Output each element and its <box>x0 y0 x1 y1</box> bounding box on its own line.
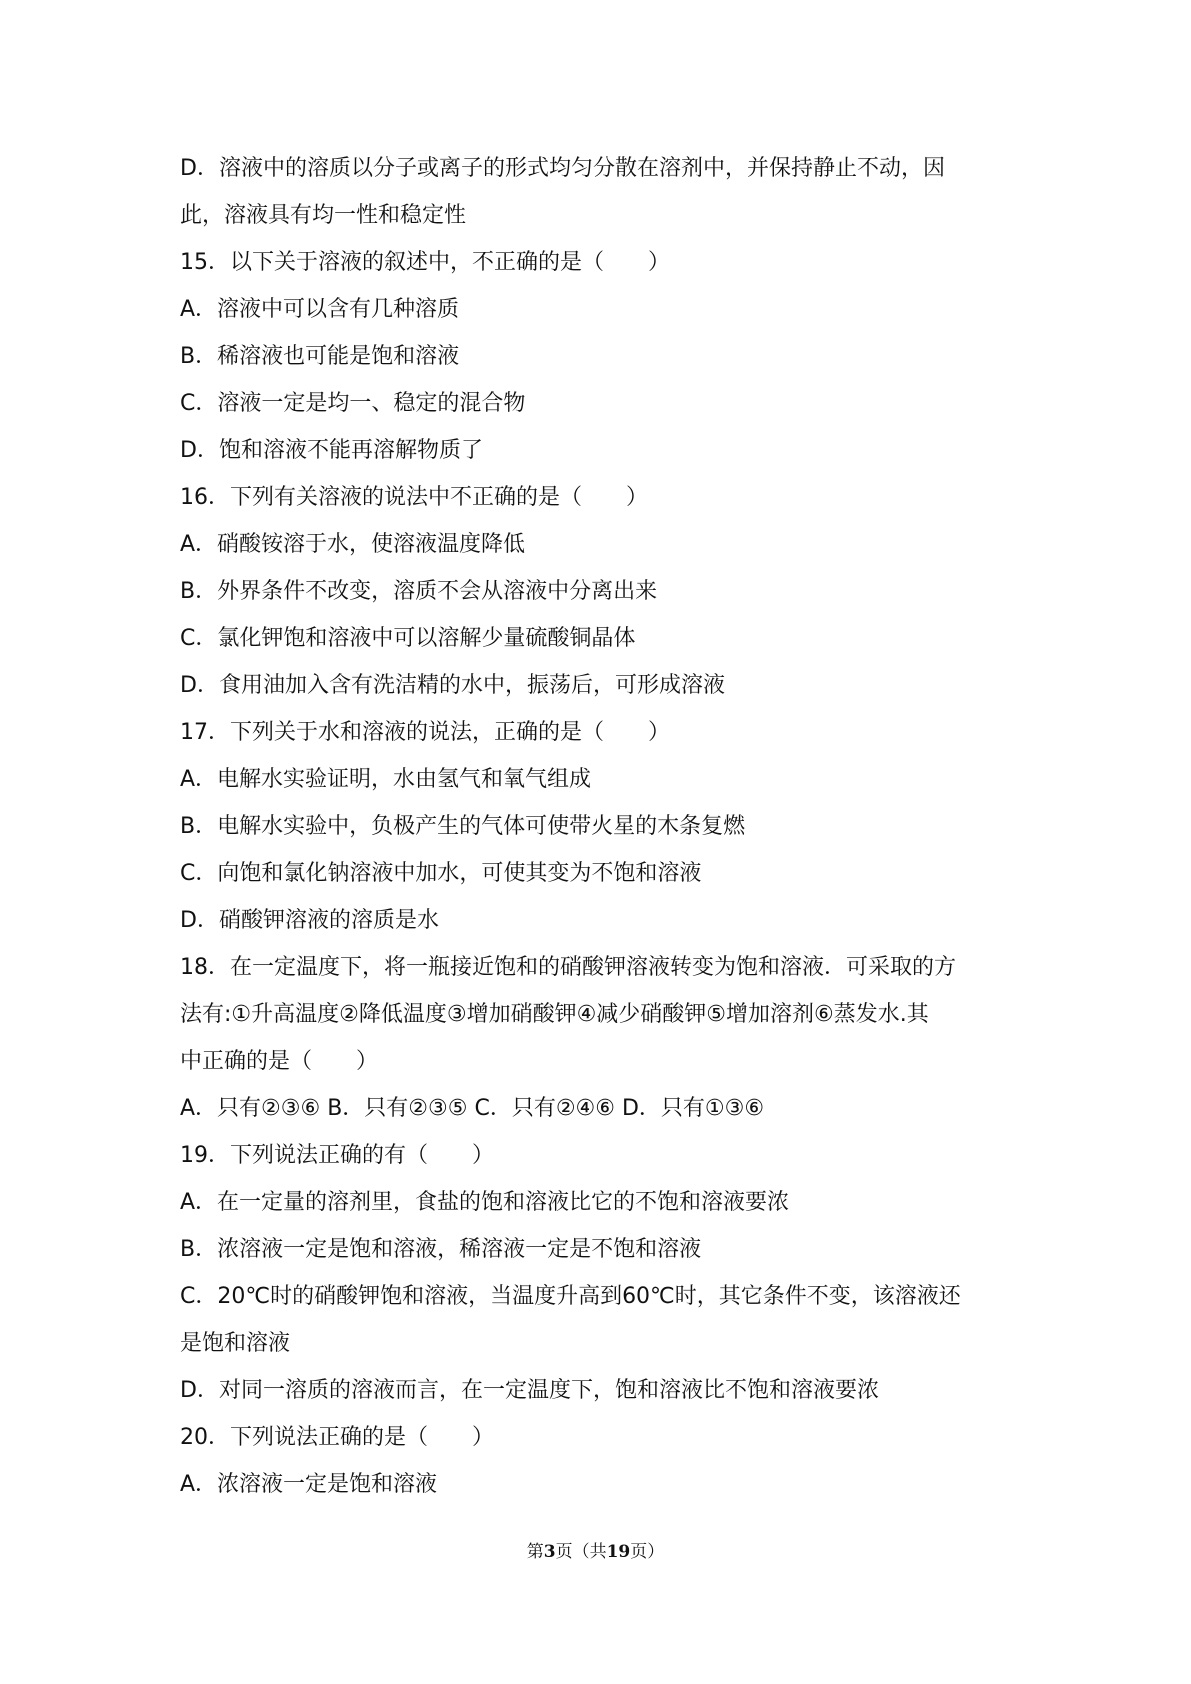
question-20-stem: 20．下列说法正确的是（ ） <box>180 1425 494 1450</box>
text-line: 此，溶液具有均一性和稳定性 <box>180 203 467 228</box>
question-15-option-a: A．溶液中可以含有几种溶质 <box>180 297 460 322</box>
question-19-option-c-continued: 是饱和溶液 <box>180 1331 291 1356</box>
question-17-option-d: D．硝酸钾溶液的溶质是水 <box>180 908 439 933</box>
footer-suffix: 页） <box>630 1542 665 1562</box>
footer-prefix: 第 <box>526 1542 544 1562</box>
question-17-option-b: B．电解水实验中，负极产生的气体可使带火星的木条复燃 <box>180 814 746 839</box>
question-18-stem-continued: 中正确的是（ ） <box>180 1049 379 1074</box>
question-19-stem: 19．下列说法正确的有（ ） <box>180 1143 494 1168</box>
question-16-option-a: A．硝酸铵溶于水，使溶液温度降低 <box>180 532 526 557</box>
question-16-option-b: B．外界条件不改变，溶质不会从溶液中分离出来 <box>180 579 658 604</box>
total-page-count: 19 <box>606 1542 631 1562</box>
question-17-option-a: A．电解水实验证明，水由氢气和氧气组成 <box>180 767 592 792</box>
question-15-stem: 15．以下关于溶液的叙述中，不正确的是（ ） <box>180 250 670 275</box>
question-15-option-c: C．溶液一定是均一、稳定的混合物 <box>180 391 526 416</box>
current-page-number: 3 <box>543 1542 556 1562</box>
page-footer <box>0 1540 1191 1564</box>
text-line: D．溶液中的溶质以分子或离子的形式均匀分散在溶剂中，并保持静止不动，因 <box>180 156 945 181</box>
question-16-option-c: C．氯化钾饱和溶液中可以溶解少量硫酸铜晶体 <box>180 626 636 651</box>
question-18-stem-continued: 法有:①升高温度②降低温度③增加硝酸钾④减少硝酸钾⑤增加溶剂⑥蒸发水.其 <box>180 1002 929 1027</box>
question-19-option-c: C．20℃时的硝酸钾饱和溶液，当温度升高到60℃时，其它条件不变，该溶液还 <box>180 1284 961 1309</box>
question-18-options: A．只有②③⑥ B．只有②③⑤ C．只有②④⑥ D．只有①③⑥ <box>180 1096 765 1121</box>
question-19-option-d: D．对同一溶质的溶液而言，在一定温度下，饱和溶液比不饱和溶液要浓 <box>180 1378 879 1403</box>
question-18-stem: 18．在一定温度下，将一瓶接近饱和的硝酸钾溶液转变为饱和溶液．可采取的方 <box>180 955 956 980</box>
question-17-stem: 17．下列关于水和溶液的说法，正确的是（ ） <box>180 720 670 745</box>
question-19-option-a: A．在一定量的溶剂里，食盐的饱和溶液比它的不饱和溶液要浓 <box>180 1190 790 1215</box>
question-15-option-b: B．稀溶液也可能是饱和溶液 <box>180 344 460 369</box>
question-20-option-a: A．浓溶液一定是饱和溶液 <box>180 1472 438 1497</box>
footer-middle: 页（共 <box>555 1542 607 1562</box>
question-19-option-b: B．浓溶液一定是饱和溶液，稀溶液一定是不饱和溶液 <box>180 1237 702 1262</box>
question-16-option-d: D．食用油加入含有洗洁精的水中，振荡后，可形成溶液 <box>180 673 725 698</box>
question-15-option-d: D．饱和溶液不能再溶解物质了 <box>180 438 483 463</box>
document-body <box>180 145 1030 1508</box>
question-16-stem: 16．下列有关溶液的说法中不正确的是（ ） <box>180 485 648 510</box>
question-17-option-c: C．向饱和氯化钠溶液中加水，可使其变为不饱和溶液 <box>180 861 702 886</box>
